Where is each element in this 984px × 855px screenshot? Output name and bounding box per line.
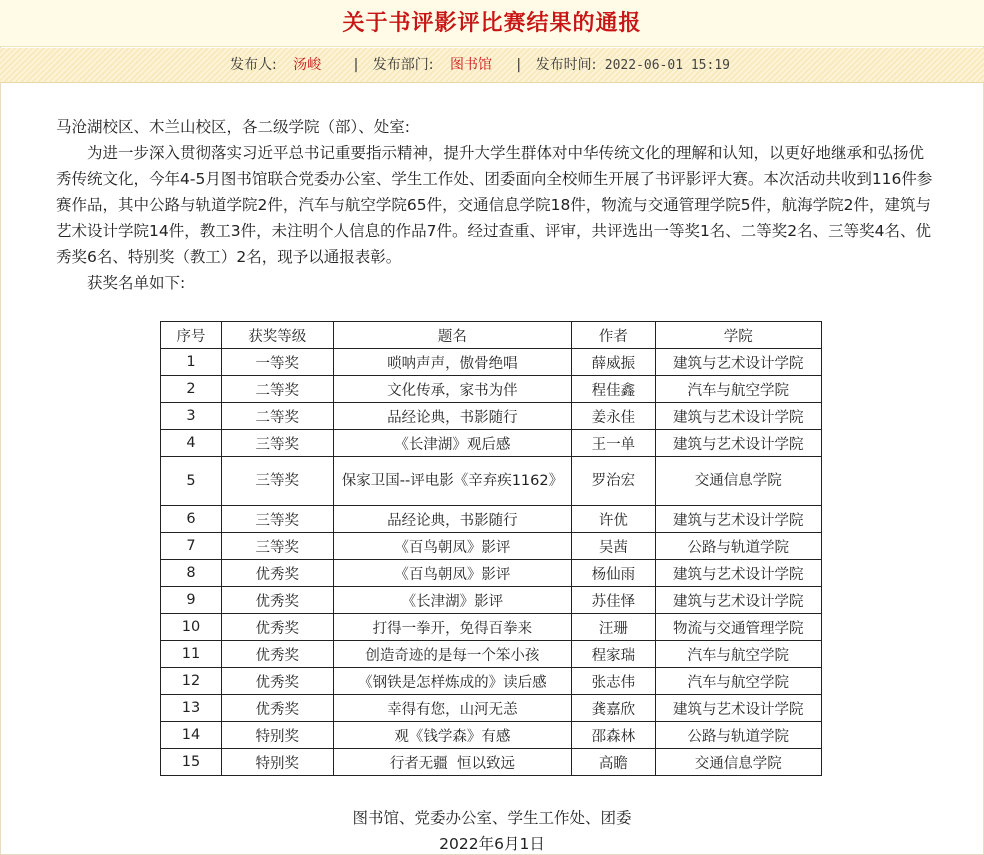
cell-college: 建筑与艺术设计学院: [655, 695, 821, 722]
cell-college: 物流与交通管理学院: [655, 614, 821, 641]
footer-signers: 图书馆、党委办公室、学生工作处、团委: [352, 809, 632, 827]
page-title: 关于书评影评比赛结果的通报: [342, 10, 642, 36]
table-row: [161, 560, 822, 587]
cell-level: 优秀奖: [221, 614, 333, 641]
dept-value: 图书馆: [449, 57, 492, 73]
cell-no: 5: [161, 457, 222, 506]
meta-bar: [0, 48, 984, 83]
cell-college: 建筑与艺术设计学院: [655, 403, 821, 430]
meta-separator: |: [516, 57, 522, 73]
cell-level: 优秀奖: [221, 695, 333, 722]
table-header-row: [161, 322, 822, 349]
dept-label: 发布部门:: [372, 57, 434, 73]
cell-no: 8: [161, 560, 222, 587]
cell-no: 9: [161, 587, 222, 614]
salutation: 马沧湖校区、木兰山校区，各二级学院（部）、处室:: [56, 118, 410, 136]
cell-author: 杨仙雨: [572, 560, 655, 587]
cell-college: 汽车与航空学院: [655, 641, 821, 668]
table-row: [161, 349, 822, 376]
cell-author: 姜永佳: [572, 403, 655, 430]
cell-level: 优秀奖: [221, 641, 333, 668]
cell-author: 邵森林: [572, 722, 655, 749]
cell-author: 汪珊: [572, 614, 655, 641]
table-row: [161, 506, 822, 533]
cell-level: 二等奖: [221, 403, 333, 430]
cell-level: 优秀奖: [221, 668, 333, 695]
cell-level: 三等奖: [221, 457, 333, 506]
cell-title: 保家卫国--评电影《辛弃疾1162》: [333, 457, 572, 506]
list-intro: 获奖名单如下:: [87, 274, 186, 292]
cell-college: 建筑与艺术设计学院: [655, 349, 821, 376]
cell-college: 交通信息学院: [655, 457, 821, 506]
cell-author: 程佳鑫: [572, 376, 655, 403]
cell-author: 吴茜: [572, 533, 655, 560]
cell-author: 王一单: [572, 430, 655, 457]
cell-college: 建筑与艺术设计学院: [655, 506, 821, 533]
meta-separator: |: [353, 57, 359, 73]
cell-level: 二等奖: [221, 376, 333, 403]
cell-level: 三等奖: [221, 506, 333, 533]
cell-level: 三等奖: [221, 430, 333, 457]
cell-level: 特别奖: [221, 749, 333, 776]
cell-author: 程家瑞: [572, 641, 655, 668]
cell-author: 龚嘉欣: [572, 695, 655, 722]
table-row: [161, 533, 822, 560]
cell-no: 11: [161, 641, 222, 668]
cell-no: 15: [161, 749, 222, 776]
table-row: [161, 614, 822, 641]
header-level: 获奖等级: [221, 322, 333, 349]
cell-title: 行者无疆 恒以致远: [333, 749, 572, 776]
cell-level: 优秀奖: [221, 587, 333, 614]
table-row: [161, 722, 822, 749]
cell-title: 《长津湖》影评: [333, 587, 572, 614]
table-row: [161, 376, 822, 403]
title-bar: [0, 0, 984, 47]
cell-college: 建筑与艺术设计学院: [655, 430, 821, 457]
cell-title: 创造奇迹的是每一个笨小孩: [333, 641, 572, 668]
main-paragraph: 为进一步深入贯彻落实习近平总书记重要指示精神，提升大学生群体对中华传统文化的理解和认知，以更好地继承和弘扬优秀传统文化，今年4-5月图书馆联合党委办公室、学生工作处、团委面向全校师生开展了书评影评大赛。本次活动共收到116件参赛作品，其中公路与轨道学院2件，汽车与航空学院65件，交通信息学院18件，物流与交通管理学院5件，航海学院2件，建筑与艺术设计学院14件，教工3件，未注明个人信息的作品7件。经过查重、评审，共评选出一等奖1名、二等奖2名、三等奖4名、优秀奖6名、特别奖（教工）2名，现予以通报表彰。: [56, 144, 933, 266]
cell-no: 10: [161, 614, 222, 641]
cell-no: 6: [161, 506, 222, 533]
header-author: 作者: [572, 322, 655, 349]
cell-author: 张志伟: [572, 668, 655, 695]
table-row: [161, 587, 822, 614]
cell-level: 三等奖: [221, 533, 333, 560]
cell-author: 薛威振: [572, 349, 655, 376]
time-label: 发布时间:: [535, 57, 597, 73]
cell-college: 公路与轨道学院: [655, 722, 821, 749]
table-row: [161, 695, 822, 722]
cell-title: 幸得有您，山河无恙: [333, 695, 572, 722]
header-title: 题名: [333, 322, 572, 349]
cell-level: 一等奖: [221, 349, 333, 376]
cell-no: 2: [161, 376, 222, 403]
cell-no: 14: [161, 722, 222, 749]
cell-title: 品经论典，书影随行: [333, 506, 572, 533]
cell-no: 7: [161, 533, 222, 560]
awards-table: [160, 321, 822, 776]
meta-info: [230, 48, 730, 83]
cell-level: 特别奖: [221, 722, 333, 749]
table-row: [161, 403, 822, 430]
cell-title: 《百鸟朝凤》影评: [333, 533, 572, 560]
cell-author: 高瞻: [572, 749, 655, 776]
header-no: 序号: [161, 322, 222, 349]
cell-author: 许优: [572, 506, 655, 533]
publisher-value: 汤峻: [293, 57, 322, 73]
cell-college: 汽车与航空学院: [655, 376, 821, 403]
cell-level: 优秀奖: [221, 560, 333, 587]
cell-no: 4: [161, 430, 222, 457]
cell-no: 3: [161, 403, 222, 430]
cell-college: 建筑与艺术设计学院: [655, 560, 821, 587]
cell-title: 打得一拳开，免得百拳来: [333, 614, 572, 641]
table-row: [161, 641, 822, 668]
time-value: 2022-06-01 15:19: [604, 58, 730, 73]
cell-title: 《百鸟朝凤》影评: [333, 560, 572, 587]
cell-college: 汽车与航空学院: [655, 668, 821, 695]
cell-no: 13: [161, 695, 222, 722]
cell-title: 唢呐声声，傲骨绝唱: [333, 349, 572, 376]
notice-body: [56, 114, 936, 296]
footer-date: 2022年6月1日: [439, 835, 545, 853]
table-row: [161, 457, 822, 506]
cell-title: 文化传承，家书为伴: [333, 376, 572, 403]
table-row: [161, 749, 822, 776]
cell-author: 苏佳怿: [572, 587, 655, 614]
cell-college: 交通信息学院: [655, 749, 821, 776]
cell-title: 《长津湖》观后感: [333, 430, 572, 457]
publisher-label: 发布人:: [230, 57, 277, 73]
cell-title: 《钢铁是怎样炼成的》读后感: [333, 668, 572, 695]
cell-college: 建筑与艺术设计学院: [655, 587, 821, 614]
cell-title: 观《钱学森》有感: [333, 722, 572, 749]
header-college: 学院: [655, 322, 821, 349]
table-row: [161, 430, 822, 457]
table-row: [161, 668, 822, 695]
cell-no: 1: [161, 349, 222, 376]
cell-no: 12: [161, 668, 222, 695]
cell-author: 罗治宏: [572, 457, 655, 506]
cell-title: 品经论典，书影随行: [333, 403, 572, 430]
cell-college: 公路与轨道学院: [655, 533, 821, 560]
